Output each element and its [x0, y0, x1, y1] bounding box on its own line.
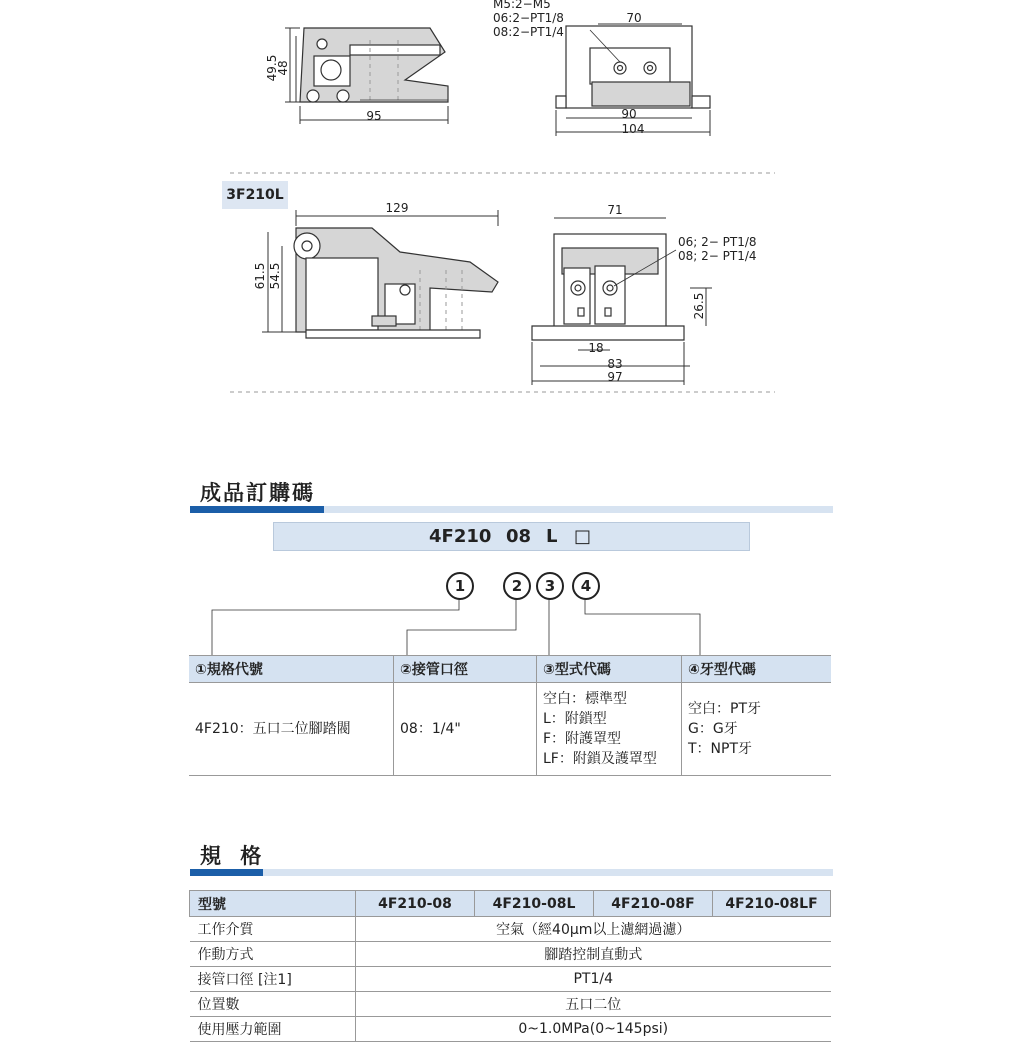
spec-table — [189, 890, 831, 1042]
note-bottom-front-2: 08; 2− PT1/4 — [678, 249, 757, 263]
spec-bar-accent — [190, 869, 263, 876]
spec-title: 規 格 — [200, 844, 268, 868]
table-row — [190, 967, 831, 992]
table-row — [190, 992, 831, 1017]
dim-bottom-front-top: 71 — [607, 203, 623, 217]
dim-top-front-inner: 90 — [621, 107, 637, 121]
spec-bar-light — [263, 869, 833, 876]
opt-header-type: ③型式代碼 — [537, 656, 682, 683]
opt-type-line: L：附鎖型 — [543, 711, 607, 727]
opt-thread-line: T：NPT牙 — [688, 741, 753, 757]
spec-header-col2: 4F210-08L — [475, 891, 594, 917]
dim-top-front-outer: 104 — [621, 122, 645, 136]
opt-cell-thread — [682, 683, 832, 776]
dim-bottom-front-outer: 97 — [607, 370, 623, 384]
code-part-model: 4F210 — [429, 526, 492, 547]
spec-label: 接管口徑 [注1] — [190, 967, 356, 992]
spec-label: 位置數 — [190, 992, 356, 1017]
table-row — [190, 942, 831, 967]
opt-port-line: 08：1/4" — [400, 721, 461, 737]
code-part-thread: □ — [574, 526, 592, 547]
code-part-type: L — [546, 526, 558, 547]
marker-3: 3 — [536, 572, 564, 600]
note-top-front-3: 08:2−PT1/4 — [493, 25, 564, 39]
marker-1: 1 — [446, 572, 474, 600]
marker-2: 2 — [503, 572, 531, 600]
spec-label: 工作介質 — [190, 917, 356, 942]
note-top-front-1: M5:2−M5 — [493, 0, 551, 11]
order-code-title: 成品訂購碼 — [200, 481, 315, 505]
marker-4: 4 — [572, 572, 600, 600]
spec-value: 空氣（經40μm以上濾網過濾） — [356, 917, 831, 942]
dim-bottom-front-inner: 83 — [607, 357, 623, 371]
spec-value: 0~1.0MPa(0~145psi) — [356, 1017, 831, 1042]
order-code-table — [189, 655, 831, 776]
note-top-front-2: 06:2−PT1/8 — [493, 11, 564, 25]
spec-header-model: 型號 — [190, 891, 356, 917]
dim-bottom-side-length: 129 — [385, 201, 409, 215]
opt-header-port: ②接管口徑 — [394, 656, 537, 683]
dim-bottom-front-port-pitch: 18 — [588, 341, 604, 355]
spec-header-col3: 4F210-08F — [594, 891, 713, 917]
dim-top-side-height-outer: 49.5 — [265, 54, 279, 82]
opt-cell-spec — [189, 683, 394, 776]
table-row — [190, 1017, 831, 1042]
spec-value: 腳踏控制直動式 — [356, 942, 831, 967]
opt-thread-line: G：G牙 — [688, 721, 738, 737]
model-tag: 3F210L — [222, 181, 288, 209]
dim-top-side-length: 95 — [366, 109, 382, 123]
opt-type-line: F：附護罩型 — [543, 731, 622, 747]
opt-cell-type — [537, 683, 682, 776]
opt-header-spec: ①規格代號 — [189, 656, 394, 683]
code-part-port: 08 — [506, 526, 532, 547]
opt-spec-line: 4F210：五口二位腳踏閥 — [195, 721, 351, 737]
dim-top-front-top: 70 — [626, 11, 642, 25]
dim-bottom-side-height-outer: 61.5 — [253, 262, 267, 290]
dim-bottom-side-height-inner: 54.5 — [268, 262, 282, 290]
spec-header-col4: 4F210-08LF — [713, 891, 831, 917]
dim-bottom-front-port-height: 26.5 — [692, 292, 706, 320]
opt-type-line: LF：附鎖及護罩型 — [543, 751, 657, 767]
spec-value: 五口二位 — [356, 992, 831, 1017]
spec-header-col1: 4F210-08 — [356, 891, 475, 917]
table-row — [190, 917, 831, 942]
opt-type-line: 空白：標準型 — [543, 691, 627, 707]
spec-label: 使用壓力範圍 — [190, 1017, 356, 1042]
opt-header-thread: ④牙型代碼 — [682, 656, 832, 683]
spec-label: 作動方式 — [190, 942, 356, 967]
opt-cell-port — [394, 683, 537, 776]
spec-value: PT1/4 — [356, 967, 831, 992]
note-bottom-front-1: 06; 2− PT1/8 — [678, 235, 757, 249]
dim-top-side-height-inner: 48 — [276, 60, 290, 76]
opt-thread-line: 空白：PT牙 — [688, 701, 761, 717]
